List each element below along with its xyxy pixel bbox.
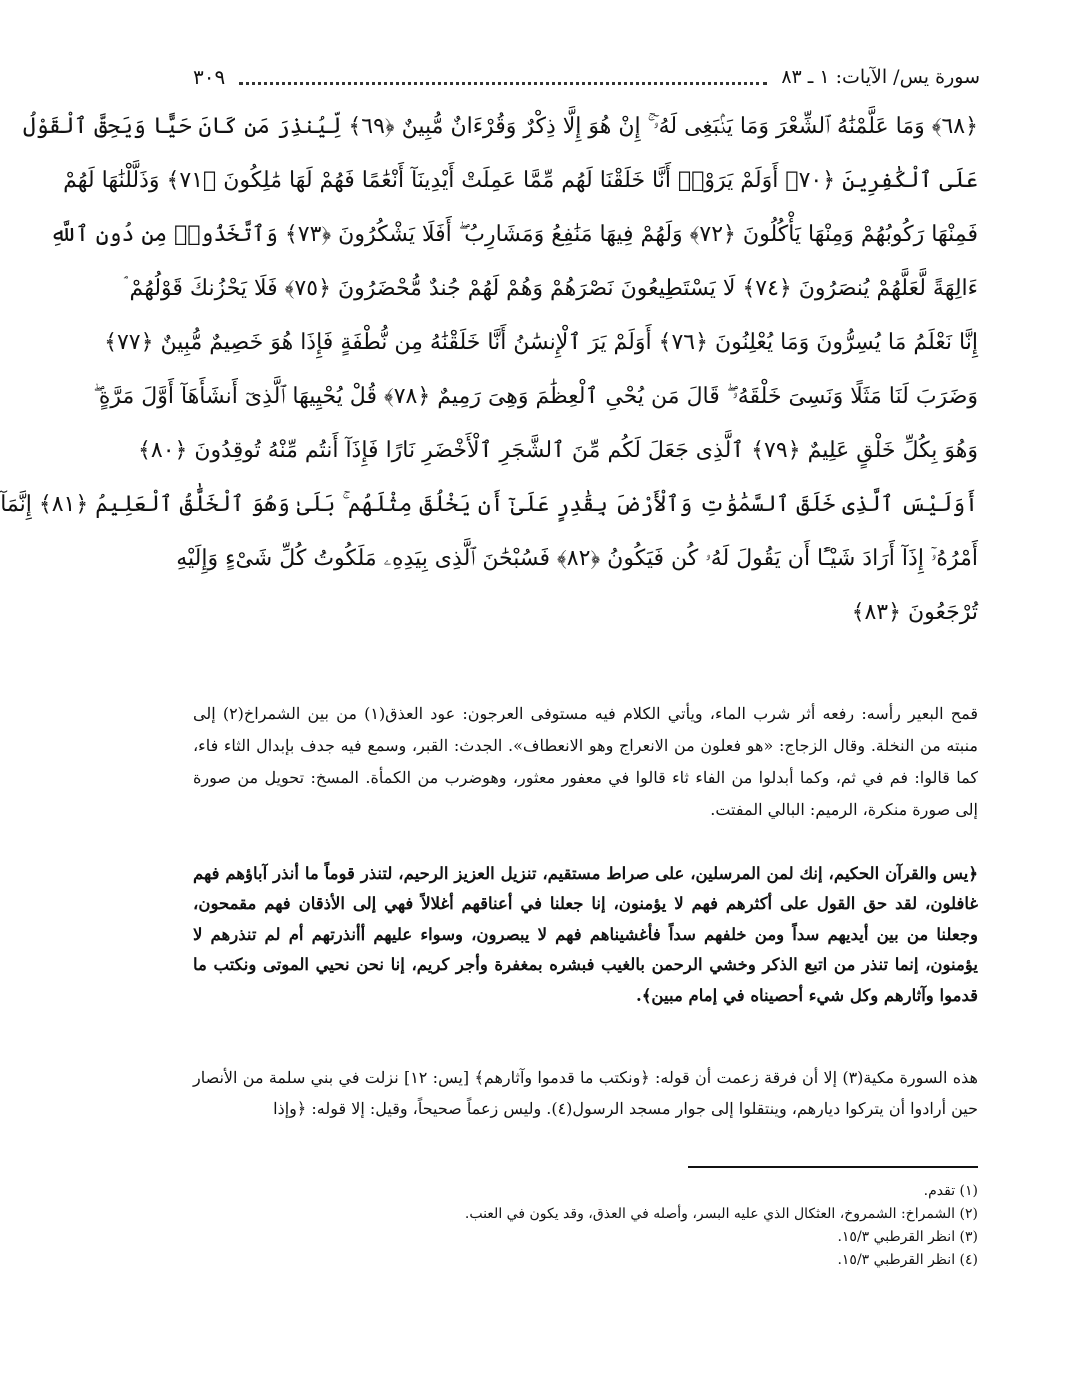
footnote-item: (٣) انظر القرطبي ١٥/٣.	[837, 1229, 978, 1245]
footnote-separator	[688, 1166, 978, 1168]
page-number: ٣٠٩	[193, 65, 226, 89]
verse-line: تُرْجَعُونَ ﴿٨٣﴾	[851, 600, 978, 625]
footnote-item: (٢) الشمراخ: الشمروخ، العثكال الذي عليه البسر، وأصله في العذق، وقد يكون في العنب.	[464, 1206, 978, 1222]
footnotes	[193, 1180, 978, 1272]
verse-line: ﴿٦٨﴾ وَمَا عَلَّمْنَٰهُ ٱلشِّعْرَ وَمَا يَنۢبَغِى لَهُۥٓ ۚ إِنْ هُوَ إِلَّا ذِكْرٌ وَقُرْءَانٌ مُّبِينٌ ﴿٦٩﴾ لِّيُنذِرَ مَن كَانَ حَيًّا وَيَحِقَّ ٱلْقَوْلُ	[22, 114, 978, 139]
surah-intro-paragraph: هذه السورة مكية(٣) إلا أن فرقة زعمت أن قوله: ﴿ونكتب ما قدموا وآثارهم﴾ [يس: ١٢] نزلت في بني سلمة من الأنصار حين أرادوا أن يتركوا ديارهم، وينتقلوا إلى جوار مسجد الرسول(٤). وليس زعماً صحيحاً، وقيل: إلا قوله: ﴿وإذا	[193, 1068, 978, 1118]
verse-line: أَوَلَيْسَ ٱلَّذِى خَلَقَ ٱلسَّمَٰوَٰتِ وَٱلْأَرْضَ بِقَٰدِرٍ عَلَىٰٓ أَن يَخْلُقَ مِثْلَهُم ۚ بَلَىٰ وَهُوَ ٱلْخَلَّٰقُ ٱلْعَلِيمُ ﴿٨١﴾ إِنَّمَآ	[0, 492, 978, 517]
footnote-item: (٤) انظر القرطبي ١٥/٣.	[837, 1252, 978, 1268]
ayah-translation-paragraph: ﴿يس والقرآن الحكيم، إنك لمن المرسلين، على صراط مستقيم، تنزيل العزيز الرحيم، لتنذر قوماً ما أنذر آباؤهم فهم غافلون، لقد حق القول على أكثرهم فهم لا يؤمنون، إنا جعلنا في أعناقهم أغلالاً فهي إلى الأذقان فهم مقمحون، وجعلنا من بين أيديهم سداً ومن خلفهم سداً فأغشيناهم فهم لا يبصرون، وسواء عليهم أأنذرتهم أم لم تنذرهم لا يؤمنون، إنما تنذر من اتبع الذكر وخشي الرحمن بالغيب فبشره بمغفرة وأجر كريم، إنا نحن نحيي الموتى ونكتب ما قدموا وآثارهم وكل شيء أحصيناه في إمام مبين﴾.	[193, 863, 978, 1005]
surah-range-title: سورة يس/ الآيات: ١ ـ ٨٣	[781, 66, 980, 88]
verse-line: إِنَّا نَعْلَمُ مَا يُسِرُّونَ وَمَا يُعْلِنُونَ ﴿٧٦﴾ أَوَلَمْ يَرَ ٱلْإِنسَٰنُ أَنَّا خَلَقْنَٰهُ مِن نُّطْفَةٍ فَإِذَا هُوَ خَصِيمٌ مُّبِينٌ ﴿٧٧﴾	[104, 330, 978, 355]
verse-line: أَمْرُهُۥٓ إِذَآ أَرَادَ شَيْـًٔا أَن يَقُولَ لَهُۥ كُن فَيَكُونُ ﴿٨٢﴾ فَسُبْحَٰنَ ٱلَّذِى بِيَدِهِۦ مَلَكُوتُ كُلِّ شَىْءٍ وَإِلَيْهِ	[176, 546, 978, 571]
footnote-item: (١) تقدم.	[923, 1183, 978, 1199]
verse-line: ءَالِهَةً لَّعَلَّهُمْ يُنصَرُونَ ﴿٧٤﴾ لَا يَسْتَطِيعُونَ نَصْرَهُمْ وَهُمْ لَهُمْ جُندٌ مُّحْضَرُونَ ﴿٧٥﴾ فَلَا يَحْزُنكَ قَوْلُهُمْ ۘ	[124, 276, 978, 301]
page-header	[193, 62, 980, 92]
quran-verses-block	[0, 100, 978, 645]
vocabulary-paragraph: قمح البعير رأسه: رفعه أثر شرب الماء، ويأتي الكلام فيه مستوفى العرجون: عود العذق(١) من بين الشمراخ(٢) إلى منبته من النخلة. وقال الزجاج: «هو فعلون من الانعراج وهو الانعطاف». الجدث: القبر، وسمع فيه جدف بإبدال الثاء فاء، كما قالوا: فم في ثم، وكما أبدلوا من الفاء ثاء قالوا في معفور معثور، وهوضرب من الكمأة. المسخ: تحويل من صورة إلى صورة منكرة، الرميم: البالي المفتت.	[193, 704, 979, 819]
verse-line: وَهُوَ بِكُلِّ خَلْقٍ عَلِيمٌ ﴿٧٩﴾ ٱلَّذِى جَعَلَ لَكُم مِّنَ ٱلشَّجَرِ ٱلْأَخْضَرِ نَارًا فَإِذَآ أَنتُم مِّنْهُ تُوقِدُونَ ﴿٨٠﴾	[137, 438, 978, 463]
header-dot-leader	[239, 82, 767, 85]
verse-line: فَمِنْهَا رَكُوبُهُمْ وَمِنْهَا يَأْكُلُونَ ﴿٧٢﴾ وَلَهُمْ فِيهَا مَنَٰفِعُ وَمَشَارِبُ ۖ أَفَلَا يَشْكُرُونَ ﴿٧٣﴾ وَٱتَّخَذُوا۟ مِن دُونِ ٱللَّهِ	[50, 222, 978, 247]
verse-line: عَلَى ٱلْكَٰفِرِينَ ﴿٧٠﴾ أَوَلَمْ يَرَوْا۟ أَنَّا خَلَقْنَا لَهُم مِّمَّا عَمِلَتْ أَيْدِينَآ أَنْعَٰمًا فَهُمْ لَهَا مَٰلِكُونَ ﴿٧١﴾ وَذَلَّلْنَٰهَا لَهُمْ	[63, 168, 978, 193]
verse-line: وَضَرَبَ لَنَا مَثَلًا وَنَسِىَ خَلْقَهُۥ ۖ قَالَ مَن يُحْىِ ٱلْعِظَٰمَ وَهِىَ رَمِيمٌ ﴿٧٨﴾ قُلْ يُحْيِيهَا ٱلَّذِىٓ أَنشَأَهَآ أَوَّلَ مَرَّةٍ ۖ	[93, 384, 978, 409]
